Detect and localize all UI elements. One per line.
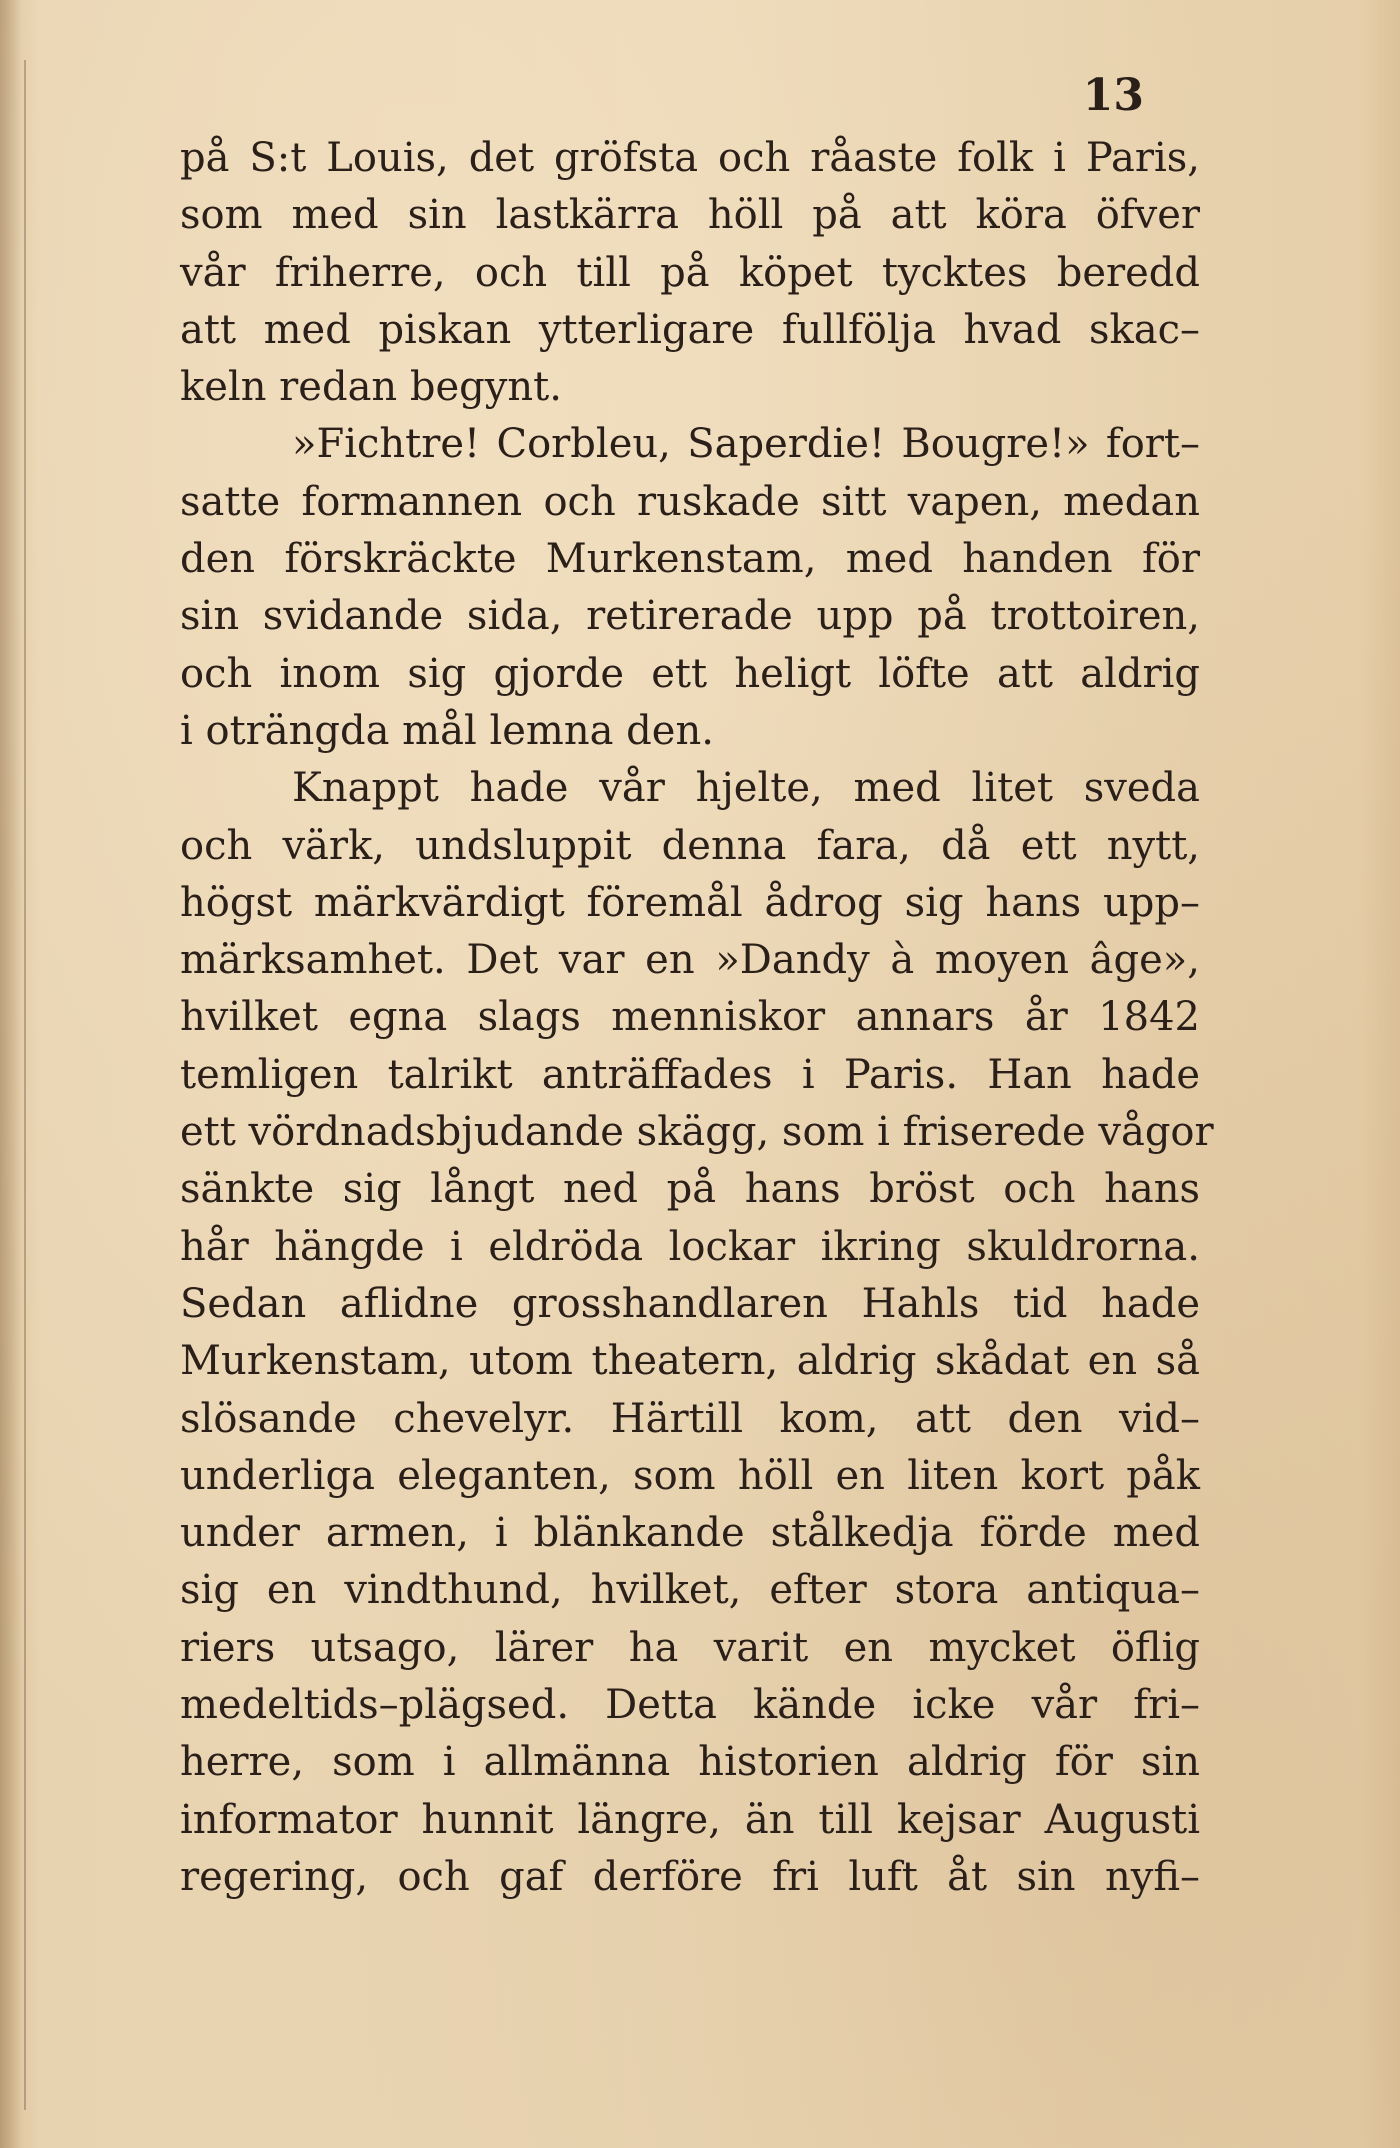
text-line: på S:t Louis, det gröfsta och råaste folk i Paris, <box>180 135 1200 181</box>
text-line: regering, och gaf derföre fri luft åt sin nyfi– <box>180 1853 1200 1900</box>
text-line: under armen, i blänkande stålkedja förde med <box>180 1510 1200 1557</box>
text-line: herre, som i allmänna historien aldrig för sin <box>180 1739 1200 1786</box>
text-line: vår friherre, och till på köpet tycktes beredd <box>180 249 1200 296</box>
text-line: och värk, undsluppit denna fara, då ett nytt, <box>180 822 1200 869</box>
text-line: Sedan aflidne grosshandlaren Hahls tid hade <box>180 1280 1200 1327</box>
text-line: Knappt hade vår hjelte, med litet sveda <box>292 765 1200 812</box>
text-line: sig en vindthund, hvilket, efter stora antiqua– <box>180 1567 1200 1614</box>
text-line: »Fichtre! Corbleu, Saperdie! Bougre!» fort– <box>292 421 1200 468</box>
binding-margin-line <box>24 60 26 2110</box>
text-line: den förskräckte Murkenstam, med handen för <box>180 536 1200 583</box>
text-line: medeltids–plägsed. Detta kände icke vår fri– <box>180 1682 1200 1729</box>
text-line: i oträngda mål lemna den. <box>180 707 714 754</box>
text-line: keln redan begynt. <box>180 364 562 411</box>
text-line: sin svidande sida, retirerade upp på trottoiren, <box>180 593 1200 640</box>
text-line: hvilket egna slags menniskor annars år 1842 <box>180 994 1200 1041</box>
text-line: högst märkvärdigt föremål ådrog sig hans upp– <box>180 879 1200 926</box>
text-line: slösande chevelyr. Härtill kom, att den vid– <box>180 1395 1200 1442</box>
text-line: sänkte sig långt ned på hans bröst och hans <box>180 1166 1200 1213</box>
text-line: informator hunnit längre, än till kejsar Augusti <box>180 1796 1200 1843</box>
text-line: att med piskan ytterligare fullfölja hvad skac– <box>180 306 1200 353</box>
text-line: underliga eleganten, som höll en liten kort påk <box>180 1452 1200 1499</box>
text-line: satte formannen och ruskade sitt vapen, medan <box>180 478 1200 525</box>
text-line: som med sin lastkärra höll på att köra öfver <box>180 192 1200 239</box>
text-line: ett vördnadsbjudande skägg, som i friserede vågor <box>180 1109 1214 1156</box>
page-number: 13 <box>1082 70 1144 121</box>
text-line: och inom sig gjorde ett heligt löfte att aldrig <box>180 650 1200 697</box>
text-line: Murkenstam, utom theatern, aldrig skådat en så <box>180 1338 1200 1385</box>
text-line: hår hängde i eldröda lockar ikring skuldrorna. <box>180 1223 1200 1270</box>
text-line: märksamhet. Det var en »Dandy à moyen âge», <box>180 937 1200 984</box>
body-text <box>180 130 1214 1906</box>
text-line: riers utsago, lärer ha varit en mycket öflig <box>180 1624 1200 1671</box>
page-edge-shadow <box>0 0 22 2148</box>
text-line: temligen talrikt anträffades i Paris. Han hade <box>180 1051 1200 1098</box>
